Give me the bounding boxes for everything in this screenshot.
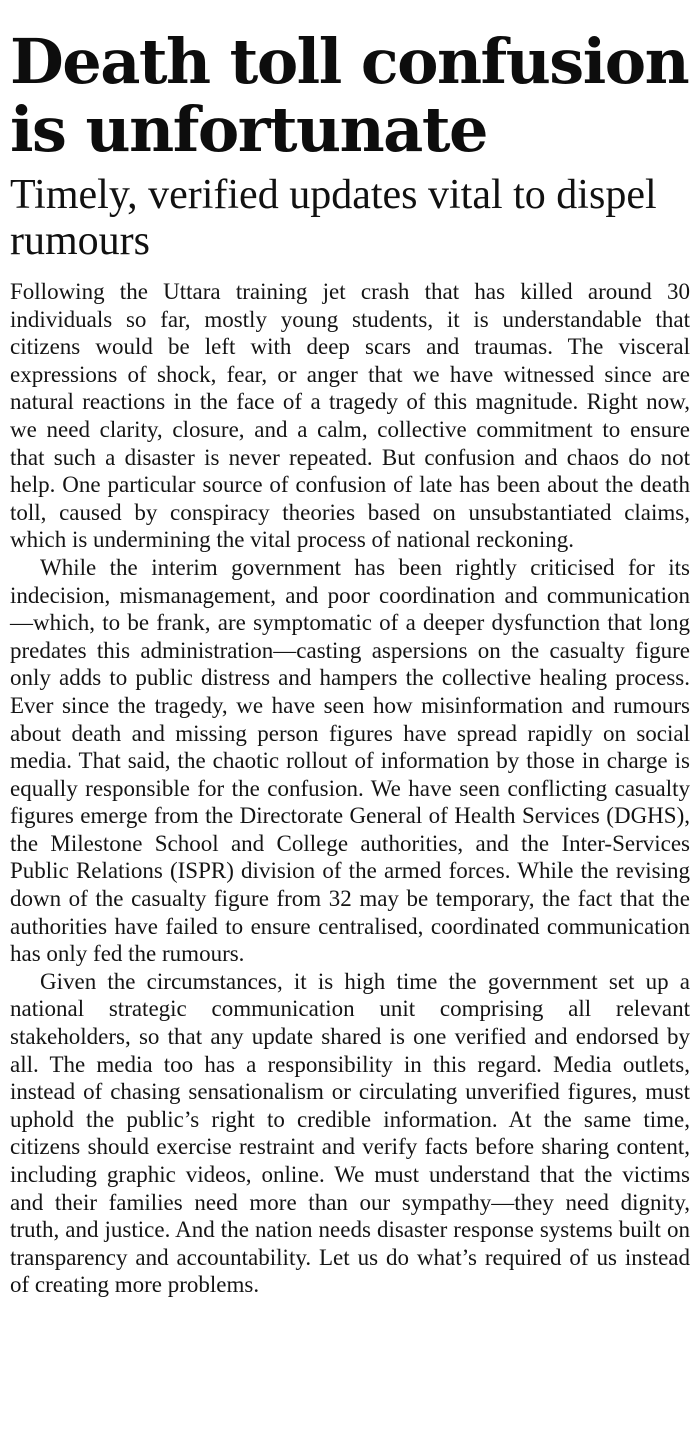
body-paragraph-3: Given the circumstances, it is high time the government set up a national strategic communication unit comprising all relevant stakeholders, so that any update shared is one verified and endorsed by all. The media too has a responsibility in this regard. Media outlets, instead of chasing sensationalism or circulating unverified figures, must uphold the public’s right to credible information. At the same time, citizens should exercise restraint and verify facts before sharing content, including graphic videos, online. We must understand that the victims and their families need more than our sympathy—they need dignity, truth, and justice. And the nation needs disaster response systems built on transparency and accountability. Let us do what’s required of us instead of creating more problems. [10,968,690,1298]
body-paragraph-1: Following the Uttara training jet crash that has killed around 30 individuals so far, mostly young students, it is understandable that citizens would be left with deep scars and traumas. The visceral expressions of shock, fear, or anger that we have witnessed since are natural reactions in the face of a tragedy of this magnitude. Right now, we need clarity, closure, and a calm, collective commitment to ensure that such a disaster is never repeated. But confusion and chaos do not help. One particular source of confusion of late has been about the death toll, caused by conspiracy theories based on unsubstantiated claims, which is undermining the vital process of national reckoning. [10,279,690,553]
article-body [10,278,690,1299]
body-paragraph-2: While the interim government has been rightly criticised for its indecision, mismanagement, and poor coordination and communication—which, to be frank, are symptomatic of a deeper dysfunction that long predates this administration—casting aspersions on the casualty figure only adds to public distress and hampers the collective healing process. Ever since the tragedy, we have seen how misinformation and rumours about death and missing person figures have spread rapidly on social media. That said, the chaotic rollout of information by those in charge is equally responsible for the confusion. We have seen conflicting casualty figures emerge from the Directorate General of Health Services (DGHS), the Milestone School and College authorities, and the Inter-Services Public Relations (ISPR) division of the armed forces. While the revising down of the casualty figure from 32 may be temporary, the fact that the authorities have failed to ensure centralised, coordinated communication has only fed the rumours. [10,554,690,967]
subheadline: Timely, verified updates vital to dispel rumours [10,172,657,264]
headline: Death toll confusion is unfortunate [10,25,689,166]
